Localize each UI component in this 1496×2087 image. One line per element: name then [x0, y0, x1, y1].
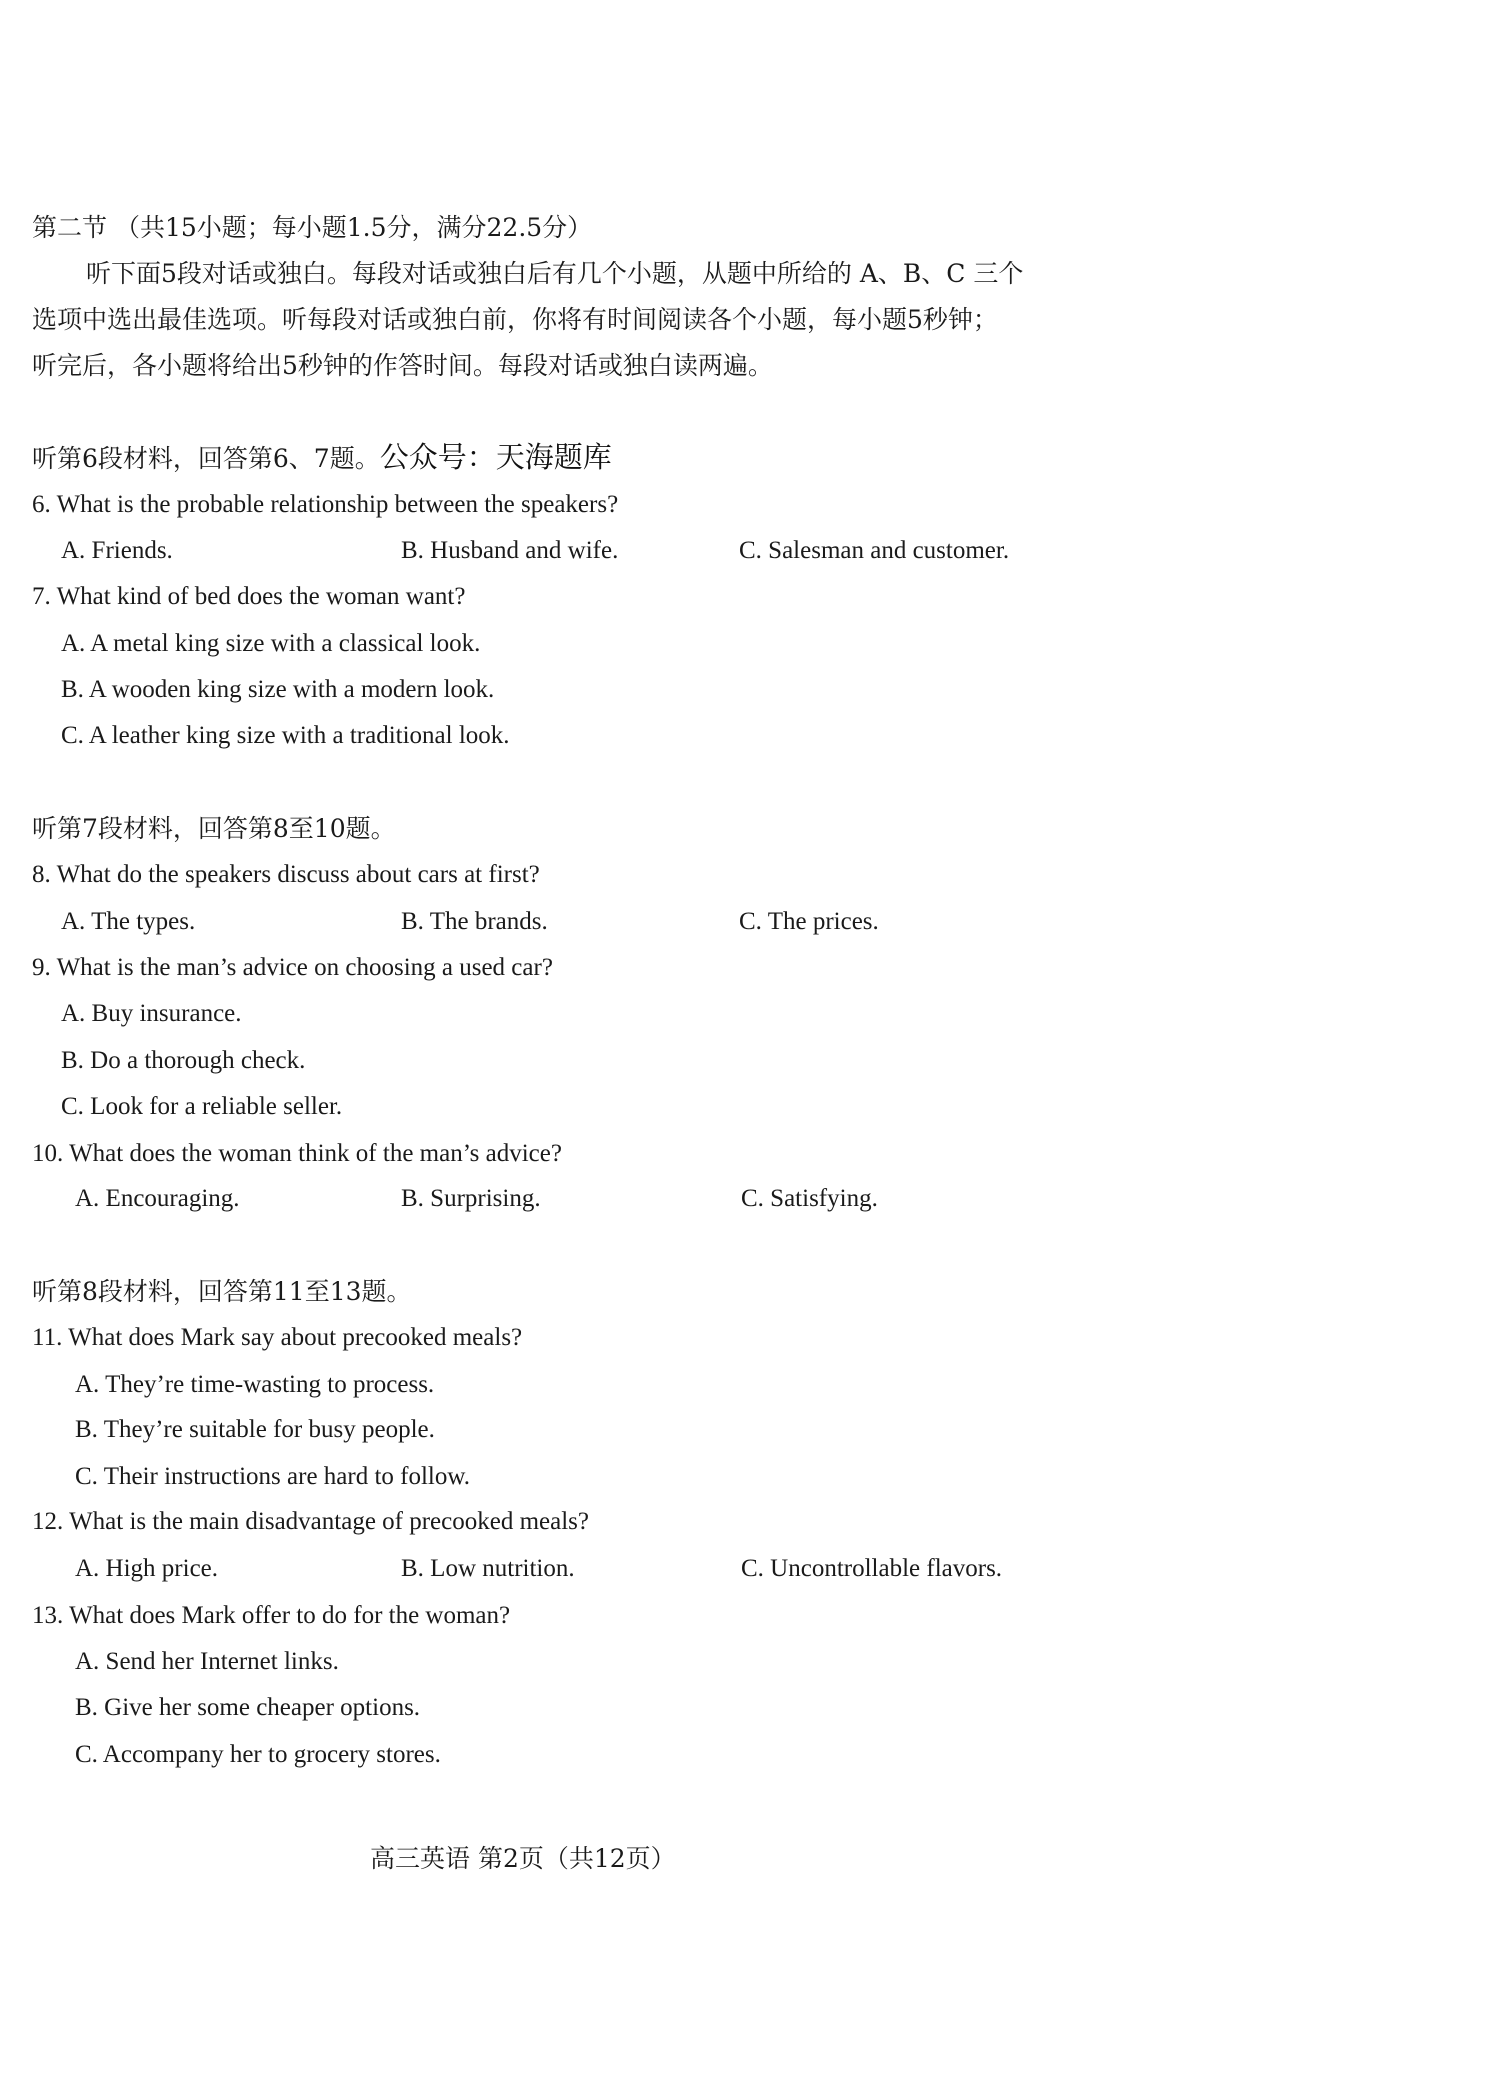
- question-number: 13.: [32, 1602, 64, 1629]
- option-a: A. The types.: [61, 908, 196, 935]
- watermark-text: 公众号：天海题库: [379, 440, 612, 474]
- question-10: [32, 1137, 562, 1171]
- option-b: B. Husband and wife.: [401, 537, 619, 564]
- option-a: A. Send her Internet links.: [75, 1648, 339, 1675]
- instructions-line-2: 选项中选出最佳选项。听每段对话或独白前，你将有时间阅读各个小题，每小题5秒钟；: [32, 305, 998, 334]
- question-number: 8.: [32, 861, 51, 888]
- group-title-text: 听第6段材料，回答第6、7题。: [32, 444, 380, 473]
- option-a: A. Buy insurance.: [61, 1000, 242, 1027]
- group-title: 听第8段材料，回答第11至13题。: [32, 1277, 412, 1306]
- question-8: [32, 858, 540, 892]
- option-b: B. Surprising.: [401, 1185, 541, 1212]
- question-number: 11.: [32, 1324, 63, 1351]
- question-9: [32, 951, 553, 985]
- page-footer: 高三英语 第2页（共12页）: [370, 1844, 676, 1873]
- question-number: 10.: [32, 1140, 64, 1167]
- instructions-line-1: 听下面5段对话或独白。每段对话或独白后有几个小题，从题中所给的 A、B、C 三个: [86, 259, 1024, 288]
- option-c: C. Salesman and customer.: [739, 537, 1010, 564]
- question-text: What do the speakers discuss about cars at first?: [56, 861, 540, 888]
- option-b: B. The brands.: [401, 908, 548, 935]
- option-b: B. They’re suitable for busy people.: [75, 1416, 435, 1443]
- question-number: 12.: [32, 1508, 64, 1535]
- option-b: B. Low nutrition.: [401, 1555, 575, 1582]
- option-a: A. A metal king size with a classical look.: [61, 630, 481, 657]
- question-13: [32, 1599, 510, 1633]
- question-text: What does Mark say about precooked meals?: [68, 1324, 523, 1351]
- question-number: 7.: [32, 583, 51, 610]
- question-7: [32, 580, 465, 614]
- question-text: What does the woman think of the man’s advice?: [69, 1140, 562, 1167]
- section-heading: 第二节 （共15小题；每小题1.5分，满分22.5分）: [32, 213, 593, 242]
- question-11: [32, 1321, 522, 1355]
- option-b: B. A wooden king size with a modern look.: [61, 676, 495, 703]
- option-b: B. Do a thorough check.: [61, 1047, 306, 1074]
- question-number: 9.: [32, 954, 51, 981]
- option-c: C. Uncontrollable flavors.: [741, 1555, 1003, 1582]
- question-text: What is the main disadvantage of precooked meals?: [69, 1508, 590, 1535]
- option-c: C. Their instructions are hard to follow.: [75, 1463, 471, 1490]
- option-a: A. Friends.: [61, 537, 173, 564]
- group-title: [32, 440, 612, 476]
- option-a: A. They’re time-wasting to process.: [75, 1371, 435, 1398]
- option-c: C. The prices.: [739, 908, 879, 935]
- group-title: 听第7段材料，回答第8至10题。: [32, 814, 396, 843]
- question-text: What kind of bed does the woman want?: [56, 583, 466, 610]
- question-text: What is the probable relationship between the speakers?: [56, 491, 619, 518]
- question-text: What is the man’s advice on choosing a used car?: [56, 954, 553, 981]
- option-a: A. High price.: [75, 1555, 219, 1582]
- option-c: C. A leather king size with a traditional look.: [61, 722, 510, 749]
- option-c: C. Look for a reliable seller.: [61, 1093, 343, 1120]
- option-a: A. Encouraging.: [75, 1185, 240, 1212]
- question-text: What does Mark offer to do for the woman?: [69, 1602, 511, 1629]
- option-c: C. Satisfying.: [741, 1185, 878, 1212]
- option-c: C. Accompany her to grocery stores.: [75, 1741, 441, 1768]
- question-number: 6.: [32, 491, 51, 518]
- question-6: [32, 488, 618, 522]
- instructions-line-3: 听完后，各小题将给出5秒钟的作答时间。每段对话或独白读两遍。: [32, 351, 773, 380]
- question-12: [32, 1505, 589, 1539]
- option-b: B. Give her some cheaper options.: [75, 1694, 421, 1721]
